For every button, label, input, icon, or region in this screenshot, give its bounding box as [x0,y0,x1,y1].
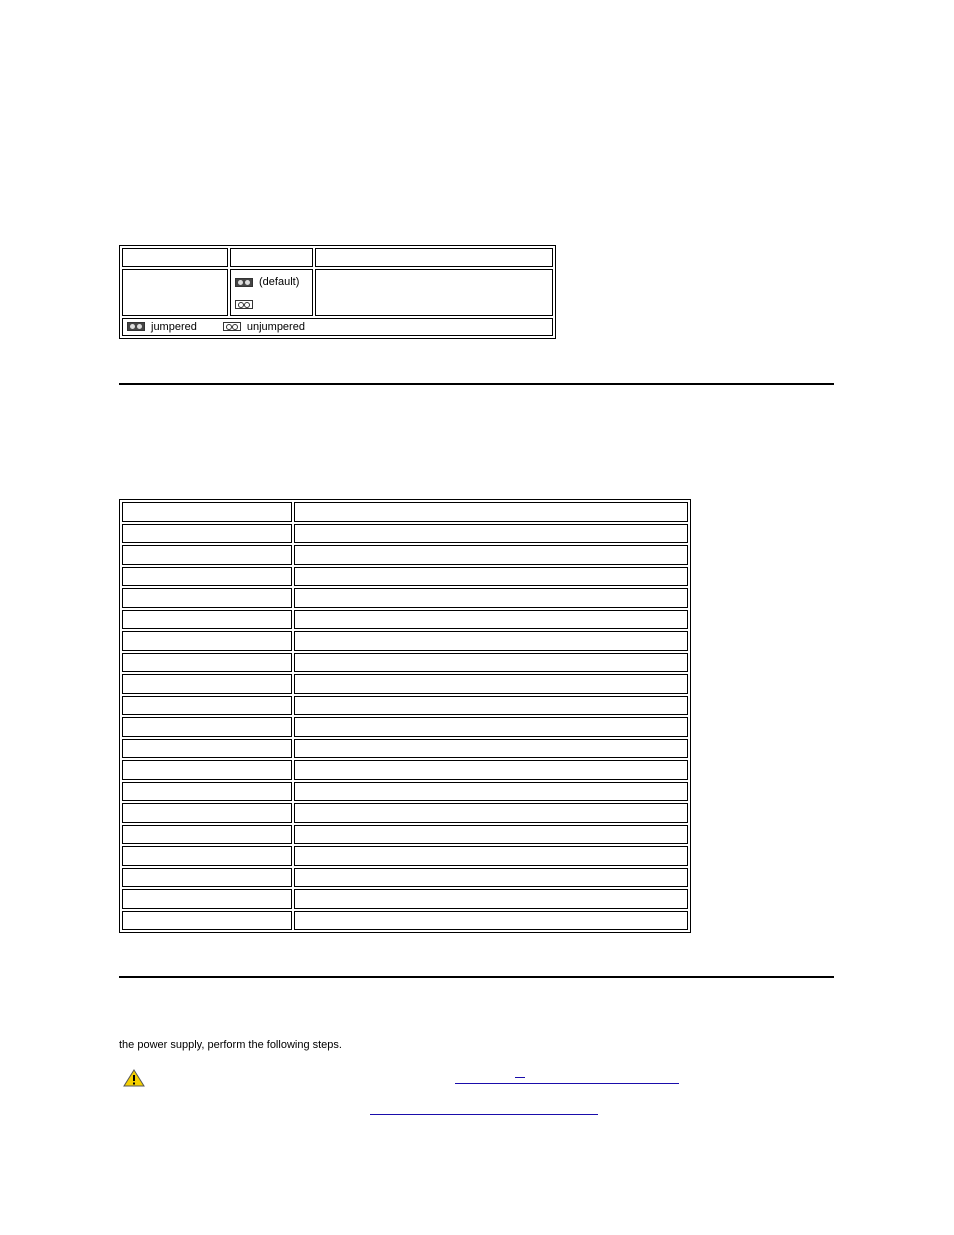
pin-table-row [122,567,688,587]
jumper-description-cell [315,269,553,316]
pin-table-row [122,524,688,544]
pin-table-row [122,631,688,651]
jumper-settings-table [119,245,556,339]
pin-number-cell [122,653,292,673]
jumper-name-cell [122,269,228,316]
pin-signal-cell [294,846,688,866]
caution-triangle-icon [123,1069,145,1087]
setting-unjumpered-line [235,294,308,314]
pin-number-cell [122,674,292,694]
setting-jumpered-line [235,272,308,292]
pin-number-cell [122,502,292,522]
setting-header-cell [230,248,313,267]
pin-signal-cell [294,524,688,544]
pin-number-cell [122,739,292,759]
jumper-table-header-row [122,248,553,267]
pin-table-row [122,868,688,888]
unjumpered-icon [235,300,253,309]
default-label: (default) [259,276,300,289]
pin-table-row [122,653,688,673]
section-divider [119,383,834,385]
pin-signal-cell [294,825,688,845]
jumpered-legend-label: jumpered [151,320,197,333]
pin-number-cell [122,803,292,823]
jumper-table-row [122,269,553,316]
pin-table-row [122,739,688,759]
jumper-header-cell [122,248,228,267]
pin-signal-cell [294,782,688,802]
pin-signal-cell [294,760,688,780]
pin-signal-cell [294,717,688,737]
pin-table-row [122,911,688,931]
pin-table-row [122,717,688,737]
pin-table-row [122,545,688,565]
pin-table-row [122,502,688,522]
pin-table-row [122,825,688,845]
pin-signal-cell [294,739,688,759]
pin-number-cell [122,631,292,651]
pin-table-row [122,696,688,716]
connector-pin-table [119,499,691,933]
pin-signal-cell [294,631,688,651]
pin-number-cell [122,760,292,780]
pin-signal-cell [294,803,688,823]
pin-signal-cell [294,567,688,587]
pin-number-cell [122,825,292,845]
pin-number-cell [122,889,292,909]
pin-table-row [122,588,688,608]
caution-link[interactable] [455,1083,679,1084]
pin-number-cell [122,610,292,630]
pin-table-row [122,803,688,823]
pin-signal-cell [294,653,688,673]
section-divider [119,976,834,978]
jumpered-icon [235,278,253,287]
procedure-link[interactable] [370,1114,598,1115]
link-underline[interactable] [515,1077,525,1078]
setting-cell [230,269,313,316]
jumper-legend-cell [122,318,553,336]
jumper-legend-row [122,318,553,336]
pin-signal-cell [294,696,688,716]
pin-number-cell [122,524,292,544]
instruction-text: the power supply, perform the following steps. [119,1039,342,1051]
pin-table-row [122,760,688,780]
pin-table-row [122,610,688,630]
pin-signal-cell [294,889,688,909]
pin-signal-cell [294,588,688,608]
pin-table-row [122,846,688,866]
pin-table-row [122,674,688,694]
pin-number-cell [122,782,292,802]
pin-number-cell [122,696,292,716]
jumper-legend [127,321,548,333]
pin-signal-cell [294,674,688,694]
description-header-cell [315,248,553,267]
pin-number-cell [122,846,292,866]
pin-signal-cell [294,911,688,931]
pin-signal-cell [294,868,688,888]
pin-table-row [122,889,688,909]
pin-table-body [122,502,688,930]
pin-signal-cell [294,610,688,630]
pin-number-cell [122,911,292,931]
pin-number-cell [122,567,292,587]
pin-number-cell [122,545,292,565]
pin-table-row [122,782,688,802]
pin-signal-cell [294,502,688,522]
pin-number-cell [122,588,292,608]
jumpered-legend-icon [127,322,145,331]
pin-number-cell [122,868,292,888]
unjumpered-legend-label: unjumpered [246,320,305,333]
unjumpered-legend-icon [223,322,241,331]
pin-signal-cell [294,545,688,565]
pin-number-cell [122,717,292,737]
